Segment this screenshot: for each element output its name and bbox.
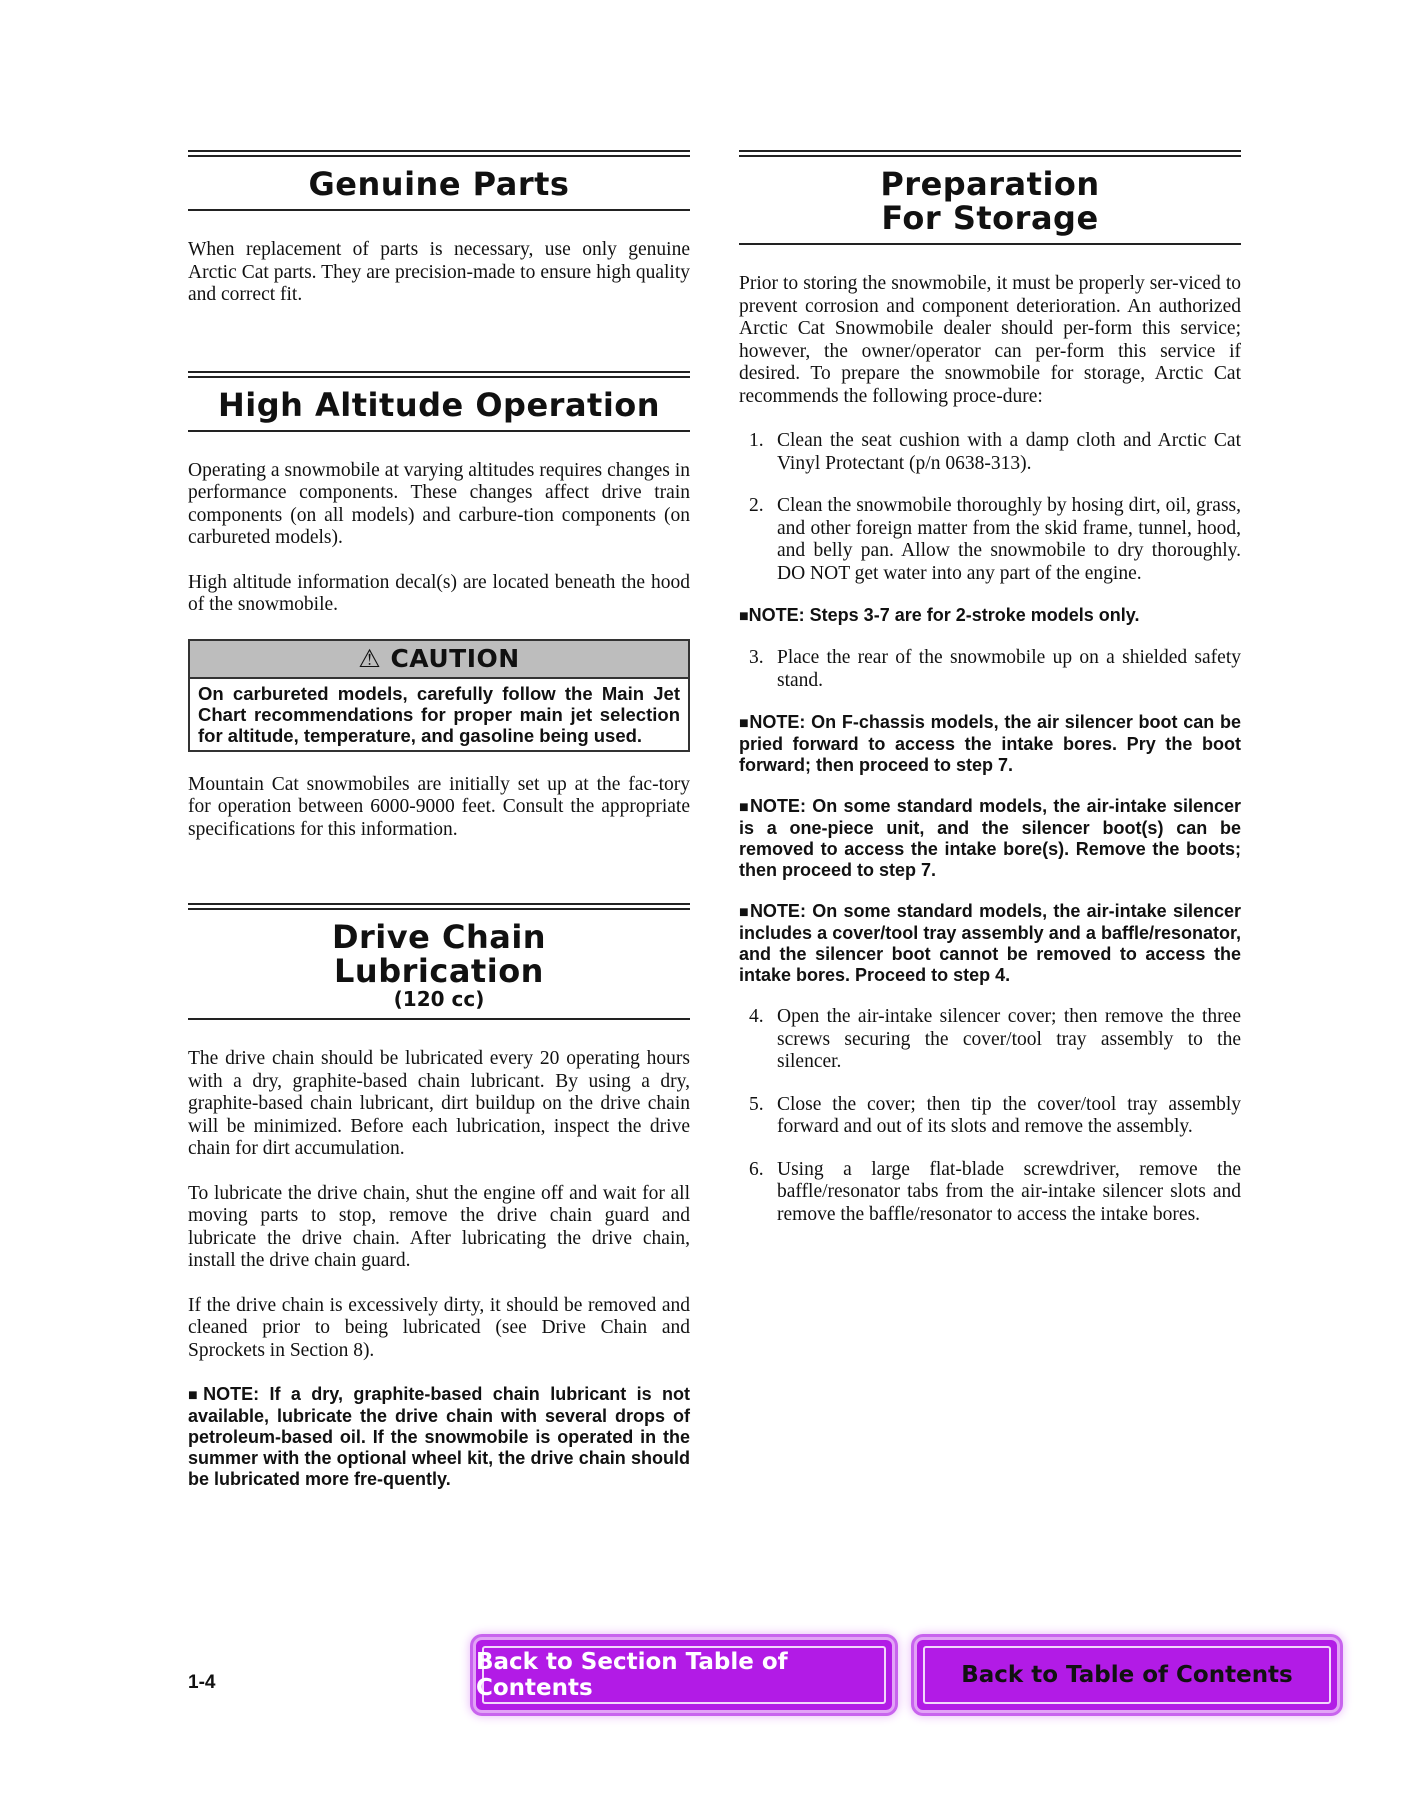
- back-to-toc-button[interactable]: [917, 1640, 1337, 1710]
- list-item: 1. Clean the seat cushion with a damp cloth and Arctic Cat Vinyl Protectant (p/n 0638-313).: [749, 430, 1241, 474]
- drive-chain-para3: If the drive chain is excessively dirty, it should be removed and cleaned prior to being lubricated (see Drive Chain and Sprockets in Section 8).: [188, 1294, 690, 1361]
- caution-label: CAUTION: [390, 643, 520, 673]
- storage-steps-1-2: [739, 430, 1241, 585]
- note-square-icon: ■: [739, 715, 750, 732]
- storage-intro: Prior to storing the snowmobile, it must be properly ser-viced to prevent corrosion and component deterioration. An authorized Arctic Cat Snowmobile dealer should per-form this service; however, the owner/operator can per-form this service if desired. To prepare the snowmobile for storage, Arctic Cat recommends the following proce-dure:: [739, 273, 1241, 407]
- caution-header: [190, 641, 688, 679]
- storage-note4: ■NOTE: On some standard models, the air-intake silencer includes a cover/tool tray assembly and a baffle/resonator, and the silencer boot cannot be removed to access the intake bores. Proceed to step 4.: [739, 901, 1241, 985]
- high-altitude-para3: Mountain Cat snowmobiles are initially set up at the fac-tory for operation between 6000-9000 feet. Consult the appropriate specifications for this information.: [188, 773, 690, 840]
- high-altitude-para1: Operating a snowmobile at varying altitudes requires changes in performance components. These changes affect drive train components (on all models) and carbure-tion components (on carbureted models).: [188, 459, 690, 548]
- drive-chain-note: ■NOTE: If a dry, graphite-based chain lubricant is not available, lubricate the drive chain with several drops of petroleum-based oil. If the snowmobile is operated in the summer with the optional wheel kit, the drive chain should be lubricated more fre-quently.: [188, 1384, 690, 1489]
- drive-chain-para1: The drive chain should be lubricated every 20 operating hours with a dry, graphite-based chain lubricant. By using a dry, graphite-based chain lubricant, dirt buildup on the drive chain will be minimized. Before each lubrication, inspect the drive chain for dirt accumulation.: [188, 1048, 690, 1159]
- list-item: 3. Place the rear of the snowmobile up on a shielded safety stand.: [749, 647, 1241, 691]
- warning-triangle-icon: ⚠: [358, 643, 382, 673]
- drive-chain-heading: [188, 903, 690, 1020]
- note-square-icon: ■: [739, 799, 750, 816]
- caution-box: [188, 639, 690, 752]
- storage-title-line1: Preparation: [880, 165, 1100, 203]
- heading-rule: [739, 243, 1241, 245]
- list-item: 5. Close the cover; then tip the cover/tool tray assembly forward and out of its slots and remove the assembly.: [749, 1093, 1241, 1137]
- list-item: 2. Clean the snowmobile thoroughly by hosing dirt, oil, grass, and other foreign matter from the skid frame, tunnel, hood, and belly pan. Allow the snowmobile to dry thoroughly. DO NOT get water into any part of the engine.: [749, 495, 1241, 584]
- list-item: 4. Open the air-intake silencer cover; then remove the three screws securing the cover/tool tray assembly to the silencer.: [749, 1006, 1241, 1072]
- back-to-section-toc-button[interactable]: [476, 1640, 892, 1710]
- storage-heading: [739, 150, 1241, 245]
- back-to-toc-label: Back to Table of Contents: [961, 1662, 1293, 1688]
- heading-rule: [188, 430, 690, 432]
- drive-chain-title-line1: Drive Chain: [331, 918, 547, 956]
- genuine-parts-title: Genuine Parts: [308, 165, 570, 203]
- storage-steps-4-6: [739, 1006, 1241, 1226]
- drive-chain-para2: To lubricate the drive chain, shut the engine off and wait for all moving parts to stop, remove the drive chain guard and lubricate the drive chain. After lubricating the drive chain, install the drive chain guard.: [188, 1182, 690, 1271]
- back-to-section-toc-label: Back to Section Table of Contents: [476, 1649, 788, 1701]
- heading-rule: [188, 150, 690, 157]
- drive-chain-title-line2: Lubrication: [334, 952, 544, 990]
- note-square-icon: ■: [188, 1387, 204, 1404]
- storage-title-line2: For Storage: [881, 199, 1099, 237]
- storage-note1: ■NOTE: Steps 3-7 are for 2-stroke models only.: [739, 605, 1140, 625]
- heading-rule: [188, 209, 690, 211]
- storage-step-3: [739, 647, 1241, 692]
- high-altitude-title: High Altitude Operation: [217, 385, 661, 424]
- list-item: 6. Using a large flat-blade screwdriver, remove the baffle/resonator tabs from the air-intake silencer slots and remove the baffle/resonator to access the intake bores.: [749, 1158, 1241, 1225]
- heading-rule: [188, 1018, 690, 1020]
- heading-rule: [739, 150, 1241, 157]
- note-square-icon: ■: [739, 904, 750, 921]
- note-square-icon: ■: [739, 608, 749, 625]
- right-column: [739, 150, 1241, 1226]
- genuine-parts-text: When replacement of parts is necessary, use only genuine Arctic Cat parts. They are precision-made to ensure high quality and correct fit.: [188, 239, 690, 305]
- genuine-parts-heading: [188, 150, 690, 211]
- storage-note2: ■NOTE: On F-chassis models, the air silencer boot can be pried forward to access the intake bores. Pry the boot forward; then proceed to step 7.: [739, 712, 1241, 775]
- high-altitude-heading: [188, 371, 690, 432]
- heading-rule: [188, 903, 690, 910]
- left-column: [188, 150, 690, 1490]
- heading-rule: [188, 371, 690, 378]
- high-altitude-para2: High altitude information decal(s) are located beneath the hood of the snowmobile.: [188, 571, 690, 615]
- drive-chain-subtitle: (120 cc): [393, 987, 485, 1011]
- caution-text: On carbureted models, carefully follow the Main Jet Chart recommendations for proper main jet selection for altitude, temperature, and gasoline being used.: [198, 682, 680, 746]
- page-number: 1-4: [188, 1672, 216, 1693]
- storage-note3: ■NOTE: On some standard models, the air-intake silencer is a one-piece unit, and the silencer boot(s) can be removed to access the intake bore(s). Remove the boots; then proceed to step 7.: [739, 796, 1241, 880]
